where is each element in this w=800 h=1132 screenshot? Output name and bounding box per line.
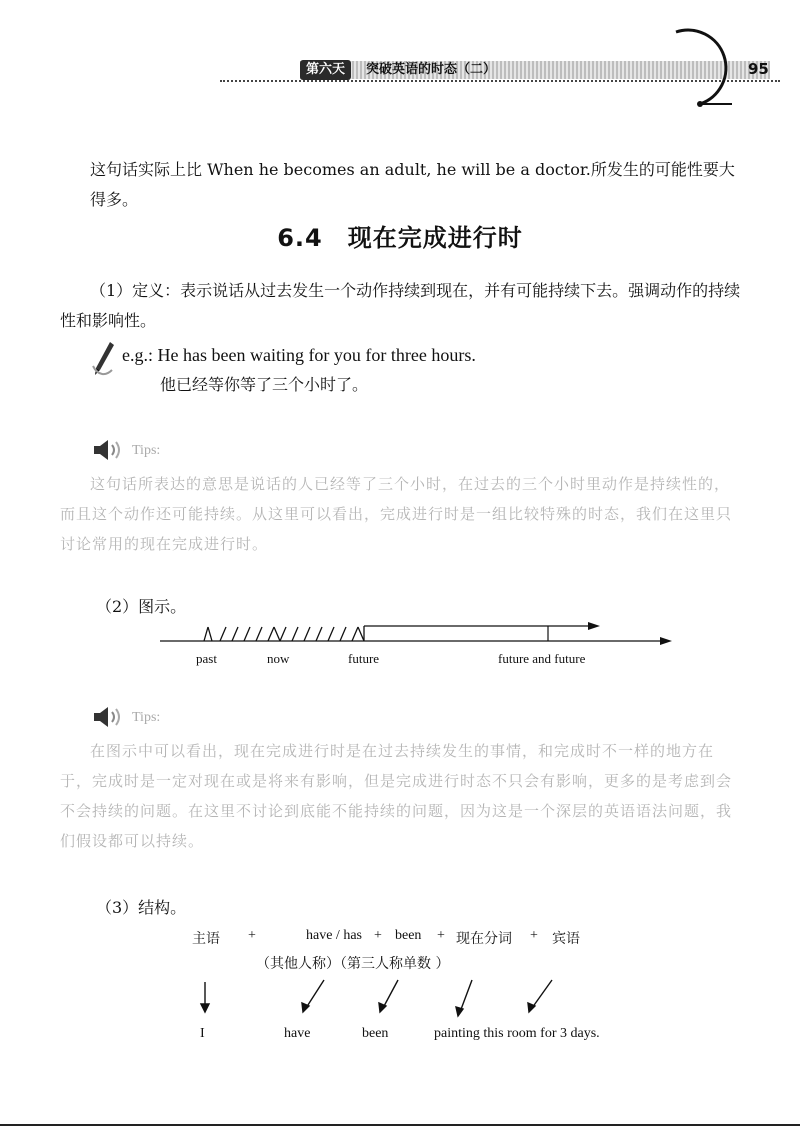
example-sentence-en: e.g.: He has been waiting for you for three hours. xyxy=(122,345,476,365)
formula-plus: + xyxy=(437,928,445,943)
timeline-label-past: past xyxy=(196,651,217,666)
timeline-label-future: future xyxy=(348,651,380,666)
timeline-label-future-and-future: future and future xyxy=(498,651,586,666)
header-chapter-tag: 第六天 xyxy=(300,60,351,80)
formula-plus: + xyxy=(248,928,256,943)
formula-person-note: （其他人称）（第三人称单数 ） xyxy=(256,956,450,972)
timeline-label-now: now xyxy=(267,651,290,666)
tips-label: Tips: xyxy=(132,710,161,725)
tips-paragraph: 在图示中可以看出，现在完成进行时是在过去持续发生的事情，和完成时不一样的地方在于，完成时是一定对现在或是将来有影响，但是完成进行时态不只会有影响，更多的是考虑到会不会持续的问题。在这里不讨论到底能不能持续的问题，因为这是一个深层的英语语法问题，我们假设都可以持续。 xyxy=(60,742,733,850)
page-number: 95 xyxy=(748,60,769,78)
example-sentence-zh: 他已经等你等了三个小时了。 xyxy=(160,375,369,394)
formula-have-has: have / has xyxy=(306,928,362,943)
formula-plus: + xyxy=(374,928,382,943)
page-header xyxy=(0,0,800,110)
structure-arrows xyxy=(190,978,570,1024)
diagram-heading: （2）图示。 xyxy=(96,597,187,616)
formula-been: been xyxy=(395,928,422,943)
intro-paragraph: 这句话实际上比 When he becomes an adult, he will be a doctor.所发生的可能性要大得多。 xyxy=(90,160,735,209)
section-title: 6.4 现在完成进行时 xyxy=(277,224,523,252)
header-ring-decoration xyxy=(640,20,750,110)
definition-paragraph: （1）定义：表示说话从过去发生一个动作持续到现在，并有可能持续下去。强调动作的持续性和影响性。 xyxy=(60,281,741,330)
footer-rule xyxy=(0,1124,800,1126)
formula-participle: 现在分词 xyxy=(456,931,512,947)
structure-heading: （3）结构。 xyxy=(96,898,187,917)
speaker-icon xyxy=(92,705,124,729)
tips-label: Tips: xyxy=(132,443,161,458)
header-title: 突破英语的时态（二） xyxy=(366,62,497,77)
pen-icon xyxy=(90,340,118,378)
speaker-icon xyxy=(92,438,124,462)
formula-plus: + xyxy=(530,928,538,943)
tips-paragraph: 这句话所表达的意思是说话的人已经等了三个小时，在过去的三个小时里动作是持续性的，而且这个动作还可能持续。从这里可以看出，完成进行时是一组比较特殊的时态，我们在这里只讨论常用的现在完成进行时。 xyxy=(60,475,733,553)
formula-object: 宾语 xyxy=(552,931,580,947)
timeline-diagram xyxy=(160,615,680,651)
example-have: have xyxy=(284,1026,311,1041)
example-been: been xyxy=(362,1026,389,1041)
formula-subject: 主语 xyxy=(192,931,220,947)
example-rest: painting this room for 3 days. xyxy=(434,1026,600,1041)
example-subject: I xyxy=(200,1026,205,1041)
